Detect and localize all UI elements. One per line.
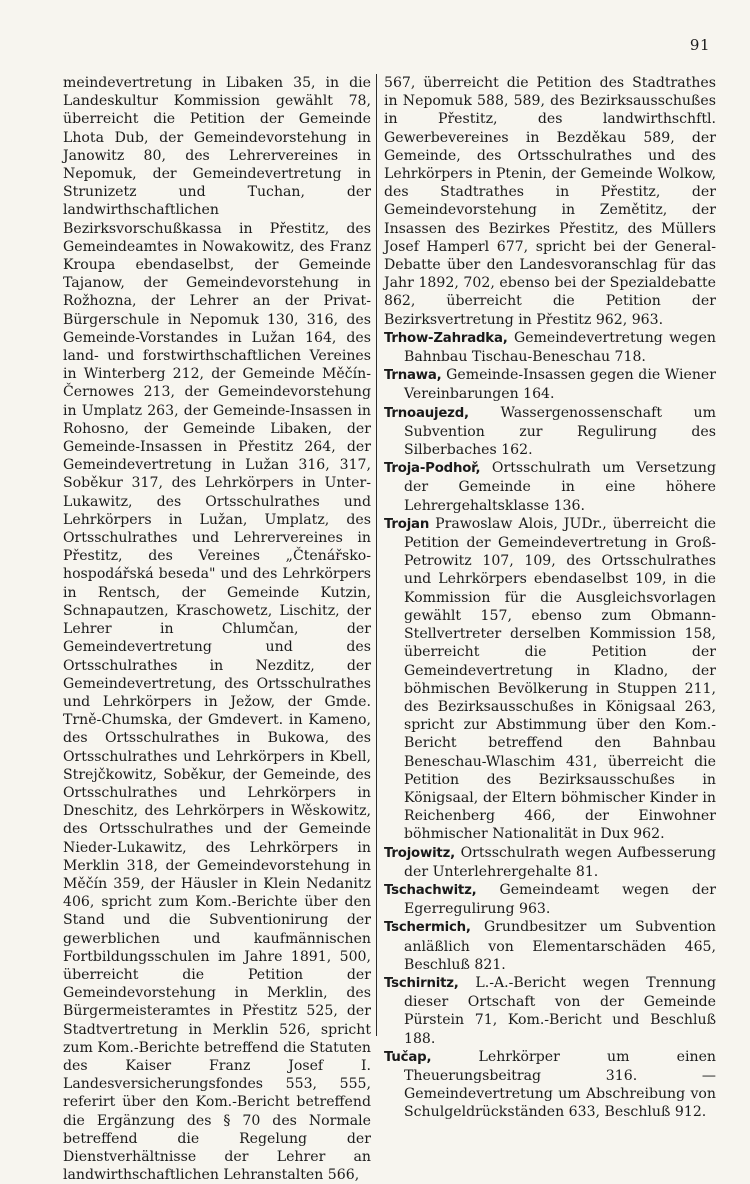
page-number: 91 (689, 36, 710, 54)
entry-heading: Trojowitz, (384, 845, 455, 861)
index-entry (384, 881, 716, 918)
index-entry (384, 1048, 716, 1122)
index-entry (384, 515, 716, 844)
entry-heading: Tučap, (384, 1049, 432, 1065)
index-entry (384, 844, 716, 881)
right-column-intro: 567, überreicht die Petition des Stadtrathes in Nepomuk 588, 589, des Bezirksausschußes in Přestitz, des landwirthschftl. Gewerbevereines in Bezděkau 589, der Gemeinde, des Ortsschulrathes und des Lehrkörpers in Ptenin, der Gemeinde Wolkow, des Stadtrathes in Přestitz, der Gemeindevorstehung in Zemětitz, der Insassen des Bezirkes Přestitz, des Müllers Josef Hamperl 677, spricht bei der General-Debatte über den Landesvoranschlag für das Jahr 1892, 702, ebenso bei der Spezialdebatte 862, überreicht die Petition der Bezirksvertretung in Přestitz 962, 963. (384, 75, 716, 328)
entry-text: L.-A.-Bericht wegen Trennung dieser Ortschaft von der Gemeinde Pürstein 71, Kom.-Bericht und Beschluß 188. (404, 974, 716, 1047)
entry-heading: Tschachwitz, (384, 882, 477, 898)
entry-text: Gemeindeamt wegen der Egerregulirung 963. (404, 881, 716, 918)
entry-heading: Tschermich, (384, 920, 471, 936)
entry-text: Lehrkörper um einen Theuerungsbeitrag 316. — Gemeindevertretung um Abschreibung von Schulgeldrückständen 633, Beschluß 912. (404, 1048, 717, 1121)
index-entry (384, 974, 716, 1048)
left-column-text: meindevertretung in Libaken 35, in die Landeskultur Kommission gewählt 78, überreicht die Petition der Gemeinde Lhota Dub, der Gemeindevorstehung in Janowitz 80, des Lehrervereines in Nepomuk, der Gemeindevertretung in Strunizetz und Tuchan, der landwirthschaftlichen Bezirksvorschußkassa in Přestitz, des Gemeindeamtes in Nowakowitz, des Franz Kroupa ebendaselbst, der Gemeinde Tajanow, der Gemeindevorstehung in Rožhozna, der Lehrer an der Privat-Bürgerschule in Nepomuk 130, 316, des Gemeinde-Vorstandes in Lužan 164, des land- und forstwirthschaftlichen Vereines in Winterberg 212, der Gemeinde Měčín-Černowes 213, der Gemeindevorstehung in Umplatz 263, der Gemeinde-Insassen in Rohosno, der Gemeinde Libaken, der Gemeinde-Insassen in Přestitz 264, der Gemeindevertretung in Lužan 316, 317, Soběkur 317, des Lehrkörpers in Unter-Lukawitz, des Ortsschulrathes und Lehrkörpers in Lužan, Umplatz, des Ortsschulrathes und Lehrervereines in Přestitz, des Vereines „Čtenářsko-hospodářská beseda" und des Lehrkörpers in Rentsch, der Gemeinde Kutzin, Schnapautzen, Kraschowetz, Lischitz, der Lehrer in Chlumčan, der Gemeindevertretung und des Ortsschulrathes in Nezditz, der Gemeindevertretung, des Ortsschulrathes und Lehrkörpers in Ježow, der Gmde. Trně-Chumska, der Gmdevert. in Kameno, des Ortsschulrathes in Bukowa, des Ortsschulrathes und Lehrkörpers in Kbell, Strejčkowitz, Soběkur, der Gemeinde, des Ortsschulrathes und Lehrkörpers in Dneschitz, des Lehrkörpers in Wěskowitz, des Ortsschulrathes und der Gemeinde Nieder-Lukawitz, des Lehrkörpers in Merklin 318, der Gemeindevorstehung in Měčín 359, der Häusler in Klein Nedanitz 406, spricht zum Kom.-Berichte über den Stand und die Subventionirung der gewerblichen und kaufmännischen Fortbildungsschulen im Jahre 1891, 500, überreicht die Petition der Gemeindevorstehung in Merklin, des Bürgermeisteramtes in Přestitz 525, der Stadtvertretung in Merklin 526, spricht zum Kom.-Berichte betreffend die Statuten des Kaiser Franz Josef I. Landesversicherungsfondes 553, 555, referirt über den Kom.-Bericht betreffend die Ergänzung des § 70 des Normale betreffend die Regelung der Dienstverhältnisse der Lehrer an landwirthschaftlichen Lehranstalten 566, (63, 75, 371, 1184)
entry-heading: Troja-Podhoř, (384, 461, 481, 477)
entry-text: Prawoslaw Alois, JUDr., überreicht die Petition der Gemeindevertretung in Groß-Petrowitz 107, 109, des Ortsschulrathes und Lehrkörpers ebendaselbst 109, in die Kommission für die Ausgleichsvorlagen gewählt 157, ebenso zum Obmann-Stellvertreter derselben Kommission 158, überreicht die Petition der Gemeindevertretung in Kladno, der böhmischen Bevölkerung in Stuppen 211, des Bezirksausschußes in Königsaal 263, spricht zur Abstimmung über den Kom.-Bericht betreffend den Bahnbau Beneschau-Wlaschim 431, überreicht die Petition des Bezirksausschußes in Königsaal, der Eltern böhmischer Kinder in Reichenberg 466, der Einwohner böhmischer Nationalität in Dux 962. (404, 515, 716, 843)
right-column (384, 74, 716, 1122)
entry-text: Gemeinde-Insassen gegen die Wiener Vereinbarungen 164. (404, 367, 717, 403)
index-entry (384, 404, 716, 460)
entry-text: Grundbesitzer um Subvention anläßlich von Elementarschäden 465, Beschluß 821. (404, 919, 717, 973)
entry-text: Wassergenossenschaft um Subvention zur Regulirung des Silberbaches 162. (404, 404, 716, 459)
entry-text: Gemeindevertretung wegen Bahnbau Tischau-Beneschau 718. (404, 329, 717, 366)
entry-heading: Trhow-Zahradka, (384, 330, 508, 346)
index-entry (384, 329, 716, 366)
left-column (63, 74, 371, 1184)
entry-heading: Trojan (384, 516, 430, 532)
index-entry (384, 459, 716, 515)
index-entry (384, 366, 716, 403)
entry-text: Ortsschulrath wegen Aufbesserung der Unterlehrergehalte 81. (404, 844, 716, 880)
index-entry (384, 918, 716, 974)
column-divider (376, 74, 377, 1036)
entry-heading: Trnawa, (384, 368, 442, 384)
entry-heading: Trnoaujezd, (384, 405, 469, 421)
entry-text: Ortsschulrath um Versetzung der Gemeinde in eine höhere Lehrergehaltsklasse 136. (404, 460, 716, 514)
entry-heading: Tschirnitz, (384, 975, 459, 991)
